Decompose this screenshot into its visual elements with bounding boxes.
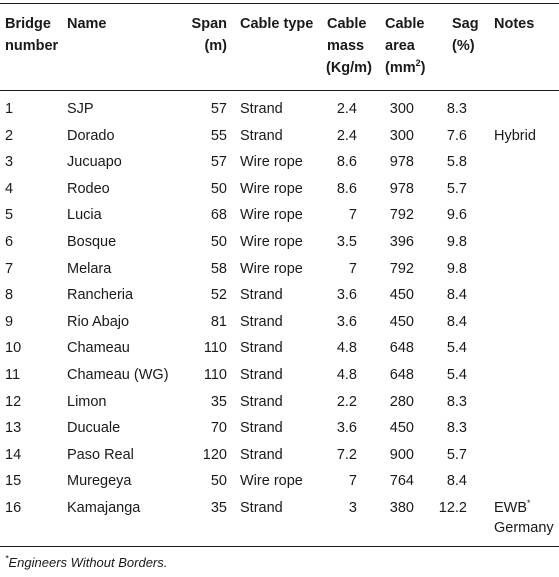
cell-cable-mass: 2.2 xyxy=(336,393,357,410)
cell-cable-area: 450 xyxy=(389,287,414,304)
cell-bridge-number: 7 xyxy=(5,260,14,277)
cell-cable-type: Wire rope xyxy=(240,207,303,224)
cell-cable-type: Wire rope xyxy=(240,180,303,197)
header-cable-area-close: ) xyxy=(420,60,426,76)
cell-name: Dorado xyxy=(67,127,115,144)
cell-span: 110 xyxy=(203,366,227,383)
cell-cable-type: Strand xyxy=(240,446,283,463)
cell-cable-type: Strand xyxy=(240,313,283,330)
cell-cable-mass: 3.6 xyxy=(336,313,357,330)
header-sag-line2: (%) xyxy=(452,38,475,54)
table-row xyxy=(0,361,559,388)
cell-name: Muregeya xyxy=(67,473,132,490)
header-cable-mass-line2: mass xyxy=(327,38,365,54)
cell-bridge-number: 9 xyxy=(5,313,14,330)
cell-sag: 8.4 xyxy=(446,313,467,330)
header-cable-area xyxy=(385,13,425,79)
cell-name: Limon xyxy=(67,393,107,410)
cell-span: 68 xyxy=(210,207,227,224)
cell-cable-area: 764 xyxy=(389,473,414,490)
cell-cable-area: 648 xyxy=(389,340,414,357)
cell-span: 81 xyxy=(210,313,227,330)
cell-span: 50 xyxy=(210,180,227,197)
cell-sag: 5.7 xyxy=(446,180,467,197)
cell-notes-line2: Germany xyxy=(494,519,554,536)
header-cable-mass xyxy=(327,13,372,79)
cell-cable-mass: 8.6 xyxy=(336,180,357,197)
cell-span: 120 xyxy=(202,446,227,463)
cell-span: 58 xyxy=(210,260,227,277)
cell-name: Paso Real xyxy=(67,446,134,463)
header-cable-area-exponent: 2 xyxy=(415,58,421,69)
footnote-text: Engineers Without Borders. xyxy=(8,555,168,570)
cell-cable-mass: 7 xyxy=(348,207,357,224)
cell-cable-mass: 4.8 xyxy=(336,366,357,383)
cell-sag: 8.4 xyxy=(446,473,467,490)
cell-cable-area: 978 xyxy=(389,180,414,197)
table-body xyxy=(0,95,559,536)
cell-cable-mass: 4.8 xyxy=(336,340,357,357)
cell-bridge-number: 13 xyxy=(5,420,22,437)
cell-bridge-number: 10 xyxy=(5,340,22,357)
cell-cable-type: Strand xyxy=(240,101,283,117)
cell-name: Bosque xyxy=(67,233,117,250)
cell-cable-area: 450 xyxy=(389,313,414,330)
header-cable-area-line1: Cable xyxy=(385,16,425,32)
header-sag-line1: Sag xyxy=(452,16,479,32)
cell-cable-area: 792 xyxy=(389,260,414,277)
cell-name: Lucia xyxy=(67,207,102,224)
cell-bridge-number: 15 xyxy=(5,473,22,490)
cell-name: Kamajanga xyxy=(67,499,141,516)
header-span xyxy=(182,13,227,57)
cell-name: SJP xyxy=(67,101,94,117)
cell-cable-area: 380 xyxy=(389,499,414,516)
header-cable-mass-line1: Cable xyxy=(327,16,367,32)
header-sag xyxy=(452,13,479,57)
cell-sag: 5.7 xyxy=(446,446,467,463)
cell-span: 57 xyxy=(210,101,227,117)
cell-span: 35 xyxy=(210,393,227,410)
cell-sag: 9.6 xyxy=(446,207,467,224)
header-rule xyxy=(0,90,559,91)
cell-cable-type: Strand xyxy=(240,340,283,357)
cell-name: Rancheria xyxy=(67,287,134,304)
cell-cable-mass: 3.6 xyxy=(336,287,357,304)
cell-bridge-number: 2 xyxy=(5,127,14,144)
cell-bridge-number: 3 xyxy=(5,154,14,171)
cell-sag: 9.8 xyxy=(446,233,467,250)
cell-span: 52 xyxy=(210,287,227,304)
header-cable-area-line3 xyxy=(385,57,425,79)
header-span-line1: Span xyxy=(191,16,227,32)
cell-cable-mass: 8.6 xyxy=(336,154,357,171)
header-cable-area-unit: (mm xyxy=(385,60,416,76)
cell-sag: 5.4 xyxy=(446,340,467,357)
cell-cable-mass: 3.5 xyxy=(336,233,357,250)
cell-span: 50 xyxy=(210,473,227,490)
cell-bridge-number: 6 xyxy=(5,233,14,250)
table-row xyxy=(0,122,559,149)
cell-cable-area: 396 xyxy=(389,233,414,250)
cell-cable-type: Strand xyxy=(240,366,283,383)
cell-sag: 8.4 xyxy=(446,287,467,304)
cell-name: Chameau xyxy=(67,340,130,357)
cell-cable-area: 280 xyxy=(389,393,414,410)
header-cable-type: Cable type xyxy=(240,16,314,32)
cell-cable-type: Wire rope xyxy=(240,233,303,250)
cell-bridge-number: 11 xyxy=(5,366,21,383)
header-span-line2: (m) xyxy=(204,38,227,54)
header-bridge-number-line1: Bridge xyxy=(5,16,51,32)
cell-bridge-number: 8 xyxy=(5,287,14,304)
cell-cable-area: 792 xyxy=(389,207,414,224)
header-notes: Notes xyxy=(494,16,535,32)
cell-cable-type: Strand xyxy=(240,127,283,144)
cell-cable-type: Wire rope xyxy=(240,260,303,277)
cell-cable-mass: 2.4 xyxy=(336,127,357,144)
cell-span: 50 xyxy=(210,233,227,250)
cell-notes xyxy=(494,498,531,518)
table-row xyxy=(0,281,559,308)
cell-span: 57 xyxy=(210,154,227,171)
cell-span: 110 xyxy=(203,340,227,357)
cell-sag: 5.8 xyxy=(446,154,467,171)
table-row xyxy=(0,388,559,415)
table-row xyxy=(0,467,559,494)
cell-sag: 9.8 xyxy=(446,260,467,277)
cell-cable-area: 300 xyxy=(389,127,414,144)
cell-sag: 7.6 xyxy=(446,127,467,144)
table-row xyxy=(0,148,559,175)
table-row xyxy=(0,201,559,228)
cell-sag: 8.3 xyxy=(446,420,467,437)
footnote-mark: * xyxy=(5,553,9,564)
table-row xyxy=(0,334,559,361)
cell-cable-mass: 7.2 xyxy=(336,446,357,463)
table-row xyxy=(0,95,559,122)
cell-name: Rodeo xyxy=(67,180,110,197)
header-bridge-number xyxy=(5,13,58,57)
cell-cable-area: 900 xyxy=(389,446,414,463)
cell-cable-type: Strand xyxy=(240,499,283,516)
cell-cable-area: 978 xyxy=(389,154,414,171)
cell-bridge-number: 16 xyxy=(5,499,22,516)
notes-text: EWB xyxy=(494,499,528,516)
cell-bridge-number: 12 xyxy=(5,393,22,410)
cell-cable-type: Wire rope xyxy=(240,473,303,490)
table-header xyxy=(0,13,559,85)
cell-name: Melara xyxy=(67,260,112,277)
cell-cable-mass: 7 xyxy=(348,473,357,490)
table-row xyxy=(0,494,559,536)
cell-span: 35 xyxy=(210,499,227,516)
notes-footnote-mark: * xyxy=(527,498,531,509)
footnote xyxy=(5,555,167,570)
table-row xyxy=(0,414,559,441)
table-row xyxy=(0,175,559,202)
cell-cable-mass: 3 xyxy=(348,499,357,516)
cell-sag: 8.3 xyxy=(446,101,467,117)
cell-cable-mass: 2.4 xyxy=(336,101,357,117)
cell-bridge-number: 5 xyxy=(5,207,14,224)
cell-cable-mass: 7 xyxy=(348,260,357,277)
cell-name: Rio Abajo xyxy=(67,313,130,330)
cell-cable-area: 648 xyxy=(389,366,414,383)
cell-bridge-number: 1 xyxy=(5,101,14,117)
cell-cable-type: Strand xyxy=(240,420,283,437)
cell-name: Ducuale xyxy=(67,420,121,437)
cell-cable-type: Strand xyxy=(240,287,283,304)
cell-cable-area: 300 xyxy=(389,101,414,117)
cell-cable-mass: 3.6 xyxy=(336,420,357,437)
header-name: Name xyxy=(67,16,107,32)
table-row xyxy=(0,255,559,282)
cell-span: 70 xyxy=(210,420,227,437)
cell-cable-type: Strand xyxy=(240,393,283,410)
cell-cable-type: Wire rope xyxy=(240,154,303,171)
header-cable-area-line2: area xyxy=(385,38,415,54)
cell-bridge-number: 4 xyxy=(5,180,14,197)
cell-bridge-number: 14 xyxy=(5,446,22,463)
cell-sag: 5.4 xyxy=(446,366,467,383)
cell-span: 55 xyxy=(210,127,227,144)
cell-name: Jucuapo xyxy=(67,154,122,171)
top-rule xyxy=(0,3,559,4)
table-row xyxy=(0,308,559,335)
cell-notes: Hybrid xyxy=(494,127,536,144)
header-cable-mass-line3: (Kg/m) xyxy=(326,60,372,76)
header-bridge-number-line2: number xyxy=(5,38,59,54)
bottom-rule xyxy=(0,546,559,547)
cell-cable-area: 450 xyxy=(389,420,414,437)
table-row xyxy=(0,228,559,255)
cell-sag: 8.3 xyxy=(446,393,467,410)
cell-sag: 12.2 xyxy=(438,499,467,516)
cell-name: Chameau (WG) xyxy=(67,366,169,383)
table-row xyxy=(0,441,559,468)
